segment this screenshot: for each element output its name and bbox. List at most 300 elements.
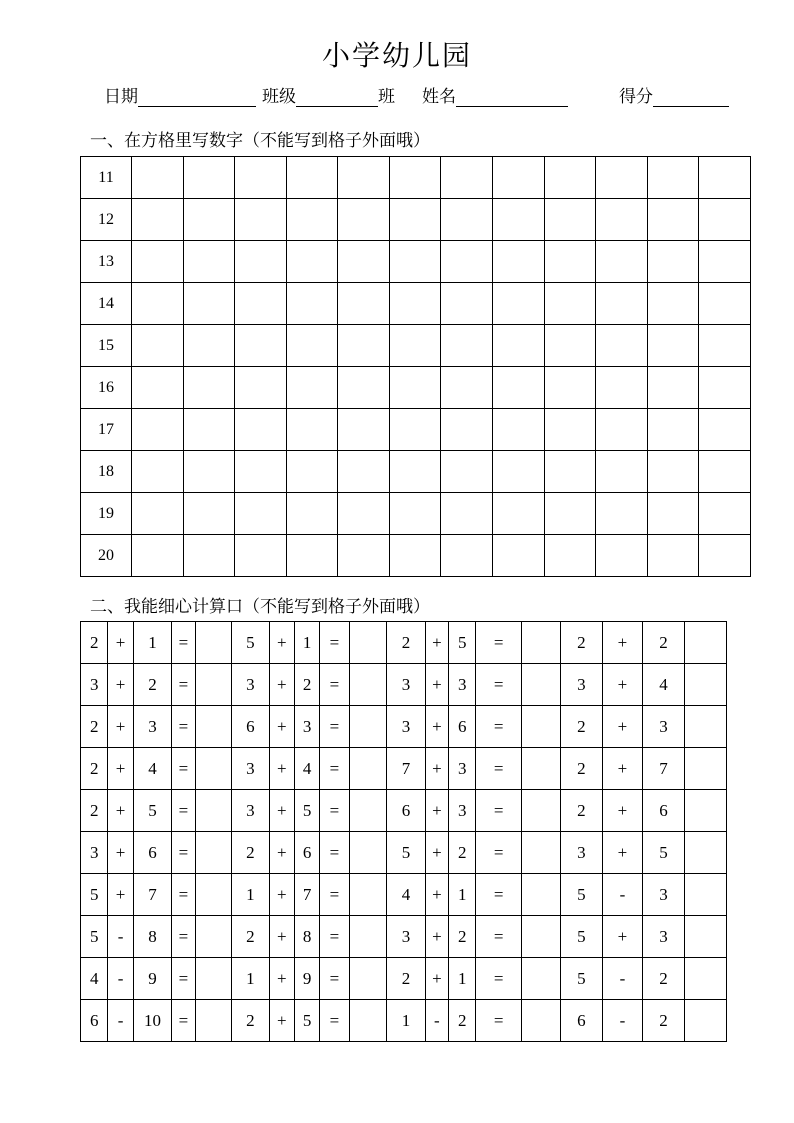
- write-cell[interactable]: [441, 535, 493, 577]
- operand: 1: [449, 958, 476, 1000]
- write-cell[interactable]: [183, 241, 235, 283]
- write-cell[interactable]: [699, 241, 751, 283]
- grid-row-number: 17: [81, 409, 132, 451]
- operand: 4: [133, 748, 172, 790]
- score-blank[interactable]: [653, 88, 729, 107]
- name-blank[interactable]: [456, 88, 568, 107]
- operand: 4: [294, 748, 319, 790]
- equals-sign: =: [172, 622, 195, 664]
- operator: +: [603, 748, 643, 790]
- write-cell[interactable]: [132, 283, 184, 325]
- write-cell[interactable]: [596, 409, 648, 451]
- write-cell[interactable]: [441, 157, 493, 199]
- write-cell[interactable]: [338, 535, 390, 577]
- write-cell[interactable]: [647, 325, 699, 367]
- operand: 5: [449, 622, 476, 664]
- write-cell[interactable]: [389, 325, 441, 367]
- operand: 2: [232, 916, 270, 958]
- operand: 3: [133, 706, 172, 748]
- operator: +: [108, 832, 133, 874]
- equals-sign: =: [320, 706, 349, 748]
- answer-cell[interactable]: [349, 1000, 387, 1042]
- answer-cell[interactable]: [195, 958, 232, 1000]
- answer-cell[interactable]: [685, 748, 727, 790]
- write-cell[interactable]: [235, 157, 287, 199]
- answer-cell[interactable]: [522, 748, 561, 790]
- write-cell[interactable]: [596, 451, 648, 493]
- answer-cell[interactable]: [522, 706, 561, 748]
- operator: +: [108, 622, 133, 664]
- operand: 3: [387, 706, 426, 748]
- operand: 10: [133, 1000, 172, 1042]
- write-cell[interactable]: [235, 283, 287, 325]
- operand: 3: [294, 706, 319, 748]
- write-cell[interactable]: [699, 451, 751, 493]
- write-cell[interactable]: [493, 199, 545, 241]
- writing-grid: [80, 156, 751, 577]
- answer-cell[interactable]: [195, 790, 232, 832]
- write-cell[interactable]: [596, 325, 648, 367]
- answer-cell[interactable]: [349, 916, 387, 958]
- operand: 5: [81, 916, 108, 958]
- answer-cell[interactable]: [195, 706, 232, 748]
- write-cell[interactable]: [544, 451, 596, 493]
- section2-heading: 二、我能细心计算口（不能写到格子外面哦）: [90, 597, 430, 617]
- answer-cell[interactable]: [522, 1000, 561, 1042]
- math-row: [81, 1000, 727, 1042]
- operand: 3: [449, 790, 476, 832]
- write-cell[interactable]: [389, 199, 441, 241]
- operand: 8: [133, 916, 172, 958]
- write-cell[interactable]: [338, 157, 390, 199]
- name-field: [422, 82, 568, 107]
- operand: 5: [294, 1000, 319, 1042]
- operand: 7: [294, 874, 319, 916]
- grid-row: [81, 325, 751, 367]
- operand: 2: [232, 1000, 270, 1042]
- write-cell[interactable]: [441, 241, 493, 283]
- operand: 6: [232, 706, 270, 748]
- write-cell[interactable]: [132, 409, 184, 451]
- operand: 7: [642, 748, 685, 790]
- write-cell[interactable]: [647, 241, 699, 283]
- write-cell[interactable]: [441, 283, 493, 325]
- operand: 3: [387, 916, 426, 958]
- write-cell[interactable]: [183, 493, 235, 535]
- write-cell[interactable]: [647, 199, 699, 241]
- write-cell[interactable]: [235, 409, 287, 451]
- write-cell[interactable]: [647, 367, 699, 409]
- operator: +: [425, 706, 448, 748]
- operand: 6: [294, 832, 319, 874]
- operand: 4: [81, 958, 108, 1000]
- write-cell[interactable]: [544, 283, 596, 325]
- write-cell[interactable]: [596, 241, 648, 283]
- write-cell[interactable]: [183, 451, 235, 493]
- write-cell[interactable]: [544, 409, 596, 451]
- write-cell[interactable]: [596, 283, 648, 325]
- write-cell[interactable]: [596, 157, 648, 199]
- write-cell[interactable]: [647, 157, 699, 199]
- write-cell[interactable]: [132, 325, 184, 367]
- operand: 1: [232, 874, 270, 916]
- operator: -: [603, 1000, 643, 1042]
- write-cell[interactable]: [389, 157, 441, 199]
- equals-sign: =: [320, 1000, 349, 1042]
- operand: 3: [232, 748, 270, 790]
- class-suffix: 班: [378, 87, 395, 107]
- write-cell[interactable]: [286, 535, 338, 577]
- grid-row-number: 19: [81, 493, 132, 535]
- operand: 2: [133, 664, 172, 706]
- operand: 5: [294, 790, 319, 832]
- write-cell[interactable]: [441, 325, 493, 367]
- write-cell[interactable]: [493, 409, 545, 451]
- write-cell[interactable]: [235, 367, 287, 409]
- operator: +: [269, 916, 294, 958]
- write-cell[interactable]: [389, 535, 441, 577]
- answer-cell[interactable]: [349, 832, 387, 874]
- write-cell[interactable]: [338, 409, 390, 451]
- equals-sign: =: [172, 664, 195, 706]
- write-cell[interactable]: [183, 157, 235, 199]
- operand: 5: [560, 874, 603, 916]
- score-field: [619, 82, 729, 107]
- equals-sign: =: [476, 664, 522, 706]
- write-cell[interactable]: [647, 535, 699, 577]
- answer-cell[interactable]: [685, 706, 727, 748]
- answer-cell[interactable]: [685, 1000, 727, 1042]
- answer-cell[interactable]: [522, 664, 561, 706]
- write-cell[interactable]: [132, 451, 184, 493]
- operator: +: [603, 622, 643, 664]
- operator: +: [269, 874, 294, 916]
- operand: 3: [81, 832, 108, 874]
- grid-row-number: 18: [81, 451, 132, 493]
- write-cell[interactable]: [493, 451, 545, 493]
- write-cell[interactable]: [441, 493, 493, 535]
- write-cell[interactable]: [544, 199, 596, 241]
- write-cell[interactable]: [235, 451, 287, 493]
- write-cell[interactable]: [183, 367, 235, 409]
- write-cell[interactable]: [132, 199, 184, 241]
- operator: -: [108, 958, 133, 1000]
- operand: 5: [387, 832, 426, 874]
- grid-row-number: 14: [81, 283, 132, 325]
- answer-cell[interactable]: [522, 622, 561, 664]
- write-cell[interactable]: [544, 157, 596, 199]
- write-cell[interactable]: [699, 283, 751, 325]
- write-cell[interactable]: [699, 493, 751, 535]
- equals-sign: =: [320, 748, 349, 790]
- operator: +: [108, 706, 133, 748]
- operand: 6: [449, 706, 476, 748]
- equals-sign: =: [172, 832, 195, 874]
- equals-sign: =: [172, 958, 195, 1000]
- write-cell[interactable]: [235, 325, 287, 367]
- date-label: 日期: [104, 87, 138, 107]
- operand: 3: [560, 832, 603, 874]
- operand: 2: [642, 622, 685, 664]
- write-cell[interactable]: [132, 367, 184, 409]
- write-cell[interactable]: [338, 283, 390, 325]
- write-cell[interactable]: [183, 409, 235, 451]
- operator: +: [425, 748, 448, 790]
- write-cell[interactable]: [338, 241, 390, 283]
- answer-cell[interactable]: [195, 832, 232, 874]
- operand: 3: [232, 664, 270, 706]
- operator: +: [603, 832, 643, 874]
- answer-cell[interactable]: [195, 748, 232, 790]
- write-cell[interactable]: [493, 535, 545, 577]
- class-blank[interactable]: [296, 88, 378, 107]
- score-label: 得分: [619, 87, 653, 107]
- write-cell[interactable]: [699, 325, 751, 367]
- operator: +: [269, 832, 294, 874]
- write-cell[interactable]: [286, 325, 338, 367]
- operand: 4: [387, 874, 426, 916]
- answer-cell[interactable]: [349, 958, 387, 1000]
- equals-sign: =: [476, 874, 522, 916]
- operand: 6: [387, 790, 426, 832]
- write-cell[interactable]: [338, 367, 390, 409]
- answer-cell[interactable]: [522, 958, 561, 1000]
- operand: 6: [642, 790, 685, 832]
- write-cell[interactable]: [493, 493, 545, 535]
- info-line: [0, 82, 794, 108]
- operator: +: [425, 832, 448, 874]
- write-cell[interactable]: [286, 283, 338, 325]
- equals-sign: =: [320, 664, 349, 706]
- operand: 1: [449, 874, 476, 916]
- equals-sign: =: [320, 790, 349, 832]
- equals-sign: =: [320, 832, 349, 874]
- answer-cell[interactable]: [195, 916, 232, 958]
- write-cell[interactable]: [596, 367, 648, 409]
- operand: 3: [449, 664, 476, 706]
- equals-sign: =: [476, 1000, 522, 1042]
- write-cell[interactable]: [286, 493, 338, 535]
- operand: 9: [294, 958, 319, 1000]
- operand: 5: [642, 832, 685, 874]
- operand: 2: [81, 622, 108, 664]
- grid-row: [81, 493, 751, 535]
- grid-row-number: 11: [81, 157, 132, 199]
- write-cell[interactable]: [286, 367, 338, 409]
- write-cell[interactable]: [493, 283, 545, 325]
- math-row: [81, 706, 727, 748]
- grid-row: [81, 199, 751, 241]
- write-cell[interactable]: [183, 325, 235, 367]
- write-cell[interactable]: [647, 283, 699, 325]
- write-cell[interactable]: [235, 199, 287, 241]
- equals-sign: =: [172, 748, 195, 790]
- write-cell[interactable]: [389, 283, 441, 325]
- math-row: [81, 958, 727, 1000]
- answer-cell[interactable]: [195, 1000, 232, 1042]
- operand: 2: [232, 832, 270, 874]
- operator: +: [269, 748, 294, 790]
- operand: 2: [81, 790, 108, 832]
- grid-row: [81, 241, 751, 283]
- answer-cell[interactable]: [349, 706, 387, 748]
- operator: -: [603, 958, 643, 1000]
- operand: 3: [81, 664, 108, 706]
- write-cell[interactable]: [596, 199, 648, 241]
- grid-row: [81, 367, 751, 409]
- write-cell[interactable]: [389, 493, 441, 535]
- write-cell[interactable]: [647, 493, 699, 535]
- write-cell[interactable]: [699, 199, 751, 241]
- write-cell[interactable]: [132, 157, 184, 199]
- write-cell[interactable]: [699, 535, 751, 577]
- write-cell[interactable]: [338, 325, 390, 367]
- operator: +: [603, 706, 643, 748]
- equals-sign: =: [320, 916, 349, 958]
- write-cell[interactable]: [441, 451, 493, 493]
- answer-cell[interactable]: [349, 664, 387, 706]
- answer-cell[interactable]: [685, 916, 727, 958]
- write-cell[interactable]: [544, 367, 596, 409]
- grid-row: [81, 409, 751, 451]
- write-cell[interactable]: [699, 367, 751, 409]
- answer-cell[interactable]: [685, 958, 727, 1000]
- answer-cell[interactable]: [685, 790, 727, 832]
- operator: -: [108, 1000, 133, 1042]
- answer-cell[interactable]: [195, 622, 232, 664]
- operand: 1: [294, 622, 319, 664]
- write-cell[interactable]: [544, 325, 596, 367]
- equals-sign: =: [476, 622, 522, 664]
- answer-cell[interactable]: [685, 874, 727, 916]
- answer-cell[interactable]: [349, 874, 387, 916]
- write-cell[interactable]: [389, 409, 441, 451]
- write-cell[interactable]: [596, 493, 648, 535]
- write-cell[interactable]: [493, 157, 545, 199]
- write-cell[interactable]: [132, 535, 184, 577]
- write-cell[interactable]: [544, 241, 596, 283]
- write-cell[interactable]: [183, 283, 235, 325]
- write-cell[interactable]: [389, 451, 441, 493]
- write-cell[interactable]: [389, 241, 441, 283]
- write-cell[interactable]: [183, 199, 235, 241]
- operator: +: [603, 790, 643, 832]
- operator: -: [108, 916, 133, 958]
- operand: 2: [560, 706, 603, 748]
- class-field: [262, 82, 395, 107]
- grid-row: [81, 283, 751, 325]
- operand: 5: [133, 790, 172, 832]
- answer-cell[interactable]: [522, 874, 561, 916]
- write-cell[interactable]: [544, 535, 596, 577]
- operand: 6: [133, 832, 172, 874]
- answer-cell[interactable]: [522, 790, 561, 832]
- operand: 2: [642, 958, 685, 1000]
- write-cell[interactable]: [441, 367, 493, 409]
- write-cell[interactable]: [699, 157, 751, 199]
- math-row: [81, 874, 727, 916]
- answer-cell[interactable]: [349, 622, 387, 664]
- write-cell[interactable]: [286, 157, 338, 199]
- answer-cell[interactable]: [685, 832, 727, 874]
- grid-row-number: 15: [81, 325, 132, 367]
- write-cell[interactable]: [493, 367, 545, 409]
- answer-cell[interactable]: [349, 790, 387, 832]
- answer-cell[interactable]: [195, 664, 232, 706]
- equals-sign: =: [172, 790, 195, 832]
- write-cell[interactable]: [596, 535, 648, 577]
- operator: +: [269, 622, 294, 664]
- write-cell[interactable]: [493, 241, 545, 283]
- operator: +: [269, 706, 294, 748]
- write-cell[interactable]: [441, 199, 493, 241]
- write-cell[interactable]: [286, 199, 338, 241]
- operator: +: [108, 664, 133, 706]
- write-cell[interactable]: [647, 451, 699, 493]
- operand: 2: [387, 622, 426, 664]
- answer-cell[interactable]: [195, 874, 232, 916]
- name-label: 姓名: [422, 87, 456, 107]
- write-cell[interactable]: [544, 493, 596, 535]
- operator: +: [269, 790, 294, 832]
- write-cell[interactable]: [235, 493, 287, 535]
- answer-cell[interactable]: [685, 622, 727, 664]
- operator: +: [269, 958, 294, 1000]
- write-cell[interactable]: [286, 241, 338, 283]
- write-cell[interactable]: [338, 451, 390, 493]
- equals-sign: =: [320, 958, 349, 1000]
- equals-sign: =: [476, 916, 522, 958]
- answer-cell[interactable]: [685, 664, 727, 706]
- date-blank[interactable]: [138, 88, 256, 107]
- write-cell[interactable]: [235, 535, 287, 577]
- operator: +: [108, 748, 133, 790]
- write-cell[interactable]: [493, 325, 545, 367]
- operator: +: [603, 916, 643, 958]
- answer-cell[interactable]: [522, 916, 561, 958]
- operand: 2: [560, 790, 603, 832]
- write-cell[interactable]: [338, 493, 390, 535]
- write-cell[interactable]: [132, 241, 184, 283]
- operand: 1: [387, 1000, 426, 1042]
- class-label: 班级: [262, 87, 296, 107]
- grid-row-number: 12: [81, 199, 132, 241]
- grid-row: [81, 157, 751, 199]
- write-cell[interactable]: [647, 409, 699, 451]
- write-cell[interactable]: [286, 451, 338, 493]
- equals-sign: =: [476, 958, 522, 1000]
- answer-cell[interactable]: [349, 748, 387, 790]
- write-cell[interactable]: [286, 409, 338, 451]
- equals-sign: =: [172, 874, 195, 916]
- arithmetic-table: [80, 621, 727, 1042]
- operand: 4: [642, 664, 685, 706]
- write-cell[interactable]: [132, 493, 184, 535]
- operator: +: [425, 790, 448, 832]
- write-cell[interactable]: [441, 409, 493, 451]
- write-cell[interactable]: [338, 199, 390, 241]
- equals-sign: =: [320, 622, 349, 664]
- equals-sign: =: [476, 706, 522, 748]
- write-cell[interactable]: [389, 367, 441, 409]
- answer-cell[interactable]: [522, 832, 561, 874]
- section1-heading: 一、在方格里写数字（不能写到格子外面哦）: [90, 131, 430, 151]
- write-cell[interactable]: [235, 241, 287, 283]
- operand: 3: [642, 916, 685, 958]
- operator: +: [108, 874, 133, 916]
- write-cell[interactable]: [183, 535, 235, 577]
- write-cell[interactable]: [699, 409, 751, 451]
